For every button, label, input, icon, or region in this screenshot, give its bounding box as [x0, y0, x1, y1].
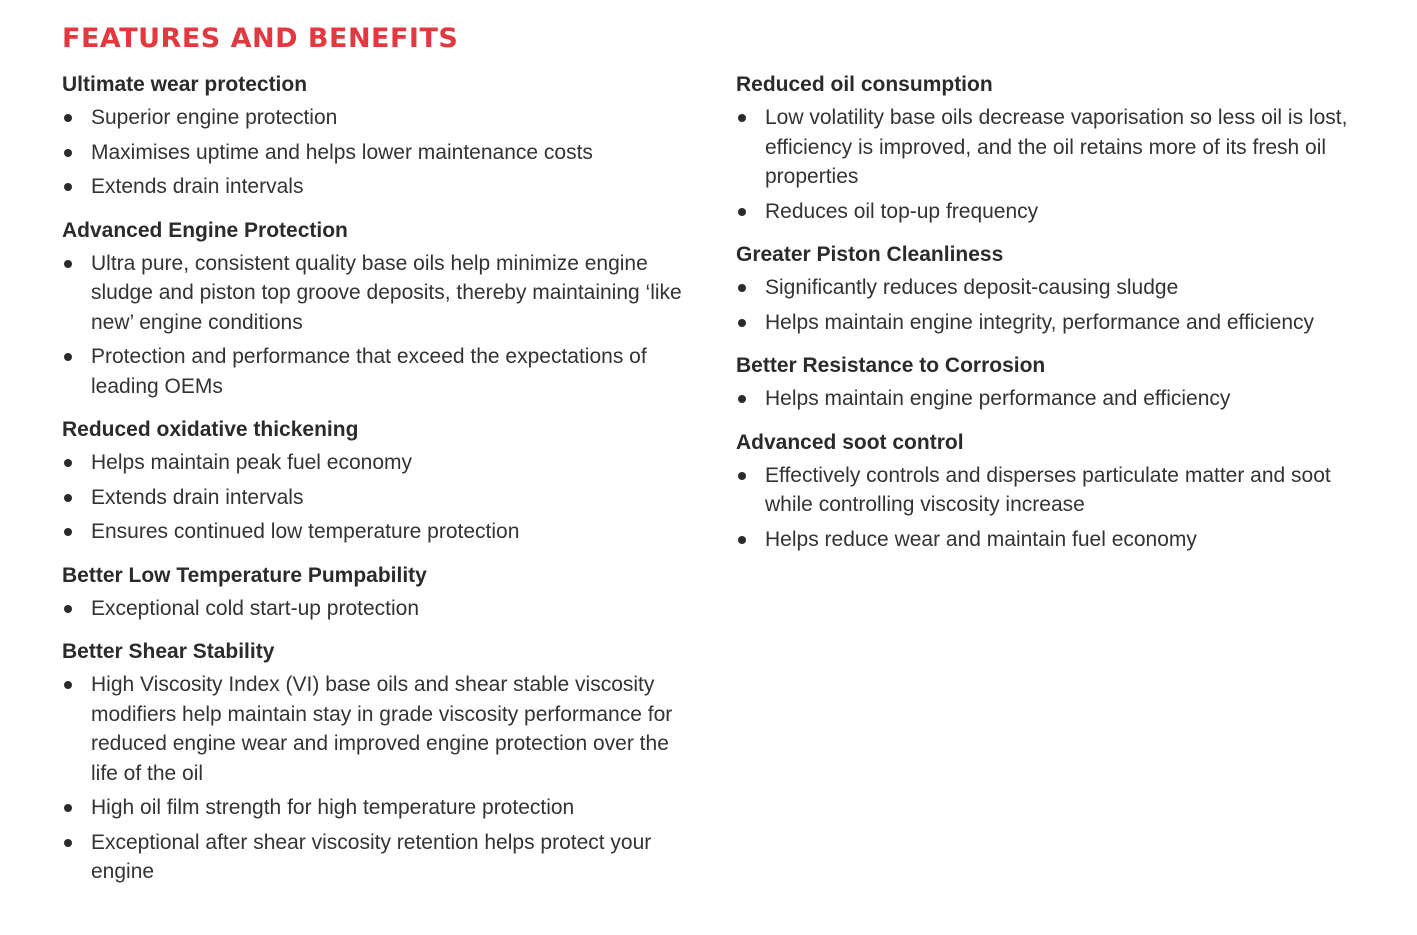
section-heading: Advanced Engine Protection — [62, 218, 348, 242]
bullet-list — [62, 448, 692, 547]
section-heading: Greater Piston Cleanliness — [736, 243, 1004, 266]
bullet-item: Helps maintain engine performance and efficiency — [736, 384, 1376, 414]
section-advanced-soot-control — [736, 429, 1376, 555]
section-heading: Reduced oxidative thickening — [62, 418, 359, 441]
left-column — [62, 71, 692, 887]
bullet-item: Exceptional cold start-up protection — [62, 594, 692, 624]
bullet-item: Helps maintain engine integrity, performance and efficiency — [736, 308, 1376, 338]
bullet-item: Superior engine protection — [62, 103, 692, 133]
bullet-item: Effectively controls and disperses particulate matter and soot while controlling viscosity increase — [736, 461, 1376, 520]
section-better-resistance-to-corrosion — [736, 352, 1376, 414]
bullet-item: Reduces oil top-up frequency — [736, 197, 1376, 227]
bullet-item: High Viscosity Index (VI) base oils and shear stable viscosity modifiers help maintain stay in grade viscosity performance for reduced engine wear and improved engine protection over the life of the oil — [62, 670, 692, 788]
section-heading: Advanced soot control — [736, 430, 964, 454]
bullet-list — [736, 384, 1376, 414]
bullet-item: Protection and performance that exceed the expectations of leading OEMs — [62, 342, 692, 401]
right-column — [736, 71, 1376, 554]
section-reduced-oil-consumption — [736, 71, 1376, 226]
section-better-shear-stability — [62, 638, 692, 887]
section-heading: Better Resistance to Corrosion — [736, 354, 1046, 377]
bullet-item: Ultra pure, consistent quality base oils help minimize engine sludge and piston top groove deposits, thereby maintaining ‘like new’ engine conditions — [62, 249, 692, 338]
bullet-list — [62, 103, 692, 202]
bullet-item: Significantly reduces deposit-causing sludge — [736, 273, 1376, 303]
section-better-low-temperature-pumpability — [62, 562, 692, 624]
bullet-item: Extends drain intervals — [62, 483, 692, 513]
bullet-item: Helps reduce wear and maintain fuel economy — [736, 525, 1376, 555]
section-ultimate-wear-protection — [62, 71, 692, 202]
section-heading: Better Shear Stability — [62, 640, 275, 663]
bullet-item: Extends drain intervals — [62, 172, 692, 202]
bullet-list — [736, 273, 1376, 337]
page-title: FEATURES AND BENEFITS — [62, 23, 459, 54]
bullet-list — [62, 670, 692, 887]
bullet-list — [736, 461, 1376, 555]
bullet-item: Exceptional after shear viscosity retention helps protect your engine — [62, 828, 692, 887]
bullet-item: Maximises uptime and helps lower maintenance costs — [62, 138, 692, 168]
section-advanced-engine-protection — [62, 217, 692, 402]
bullet-item: High oil film strength for high temperature protection — [62, 793, 692, 823]
section-heading: Better Low Temperature Pumpability — [62, 563, 427, 587]
bullet-list — [62, 249, 692, 402]
bullet-item: Low volatility base oils decrease vaporisation so less oil is lost, efficiency is improved, and the oil retains more of its fresh oil properties — [736, 103, 1376, 192]
section-heading: Reduced oil consumption — [736, 73, 993, 96]
bullet-list — [62, 594, 692, 624]
bullet-list — [736, 103, 1376, 226]
section-reduced-oxidative-thickening — [62, 416, 692, 547]
section-heading: Ultimate wear protection — [62, 73, 308, 96]
bullet-item: Ensures continued low temperature protection — [62, 517, 692, 547]
section-greater-piston-cleanliness — [736, 241, 1376, 337]
bullet-item: Helps maintain peak fuel economy — [62, 448, 692, 478]
